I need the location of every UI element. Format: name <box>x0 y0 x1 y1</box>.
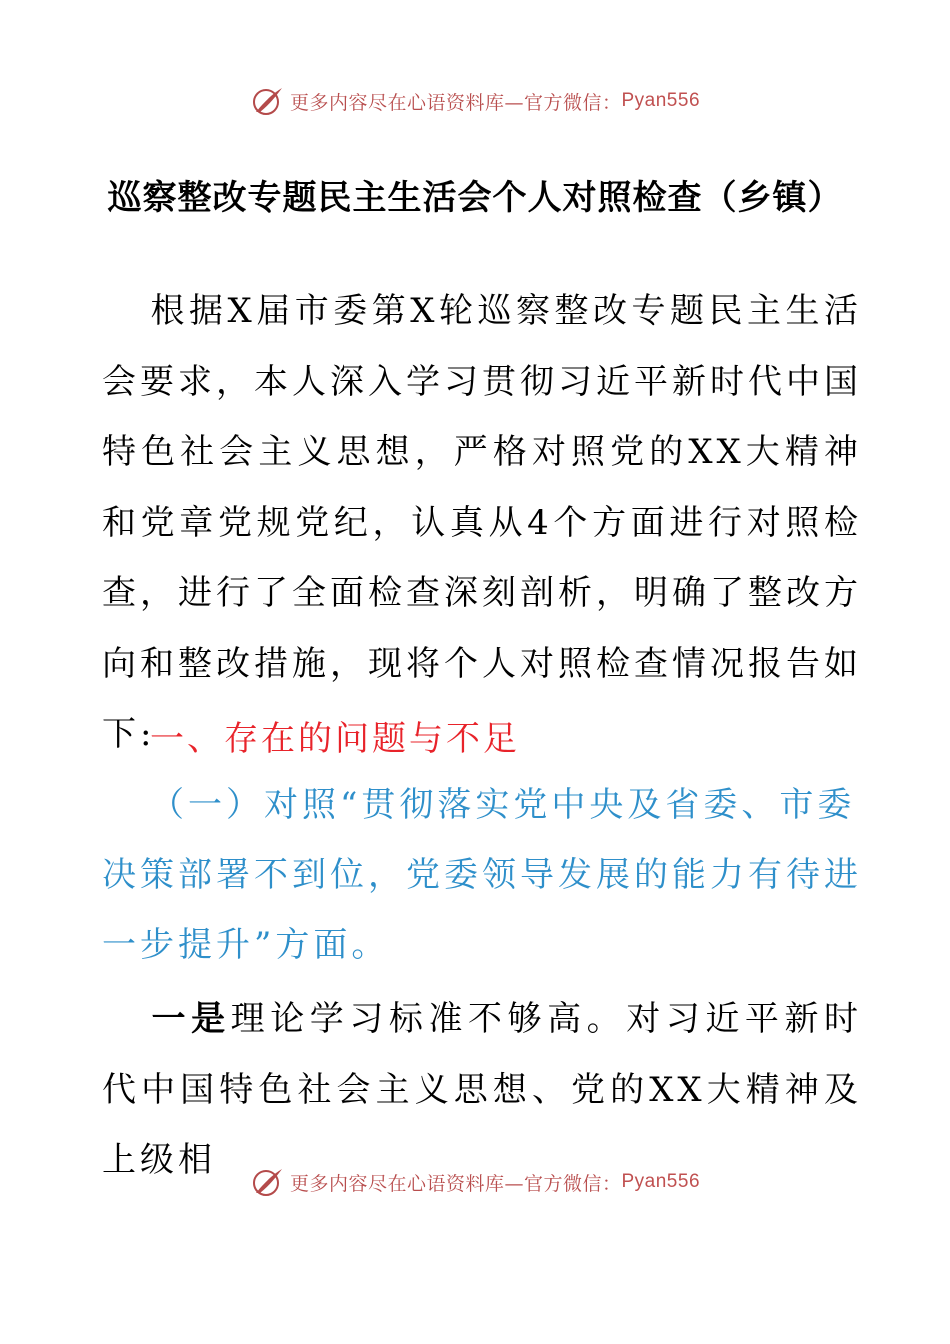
quill-logo-icon <box>250 1165 284 1199</box>
document-title: 巡察整改专题民主生活会个人对照检查（乡镇） <box>107 178 843 218</box>
section-heading: 一、存在的问题与不足 <box>150 719 520 759</box>
quill-logo-icon <box>250 84 284 118</box>
point-text: 理论学习标准不够高。对习近平新时代中国特色社会主义思想、党的XX大精神及上级相 <box>102 999 863 1180</box>
watermark-brand: Pyan556 <box>621 1171 701 1192</box>
watermark-text: 更多内容尽在心语资料库—官方微信： <box>289 1172 622 1195</box>
intro-text: 根据X届市委第X轮巡察整改专题民主生活会要求，本人深入学习贯彻习近平新时代中国特色社会主义思想，严格对照党的XX大精神和党章党规党纪，认真从4个方面进行对照检查，进行了全面检查深刻剖析，明确了整改方向和整改措施，现将个人对照检查情况报告如下: <box>102 291 862 754</box>
point-paragraph <box>102 984 862 1196</box>
watermark-text: 更多内容尽在心语资料库—官方微信： <box>289 91 622 114</box>
watermark-brand: Pyan556 <box>621 90 701 111</box>
point-lead: 一是 <box>150 999 231 1039</box>
subsection-heading <box>102 770 862 980</box>
intro-paragraph <box>102 276 862 770</box>
subsection-text: （一）对照“贯彻落实党中央及省委、市委决策部署不到位，党委领导发展的能力有待进一步提升”方面。 <box>102 785 862 965</box>
watermark-header <box>0 84 950 118</box>
watermark-footer <box>0 1165 950 1199</box>
